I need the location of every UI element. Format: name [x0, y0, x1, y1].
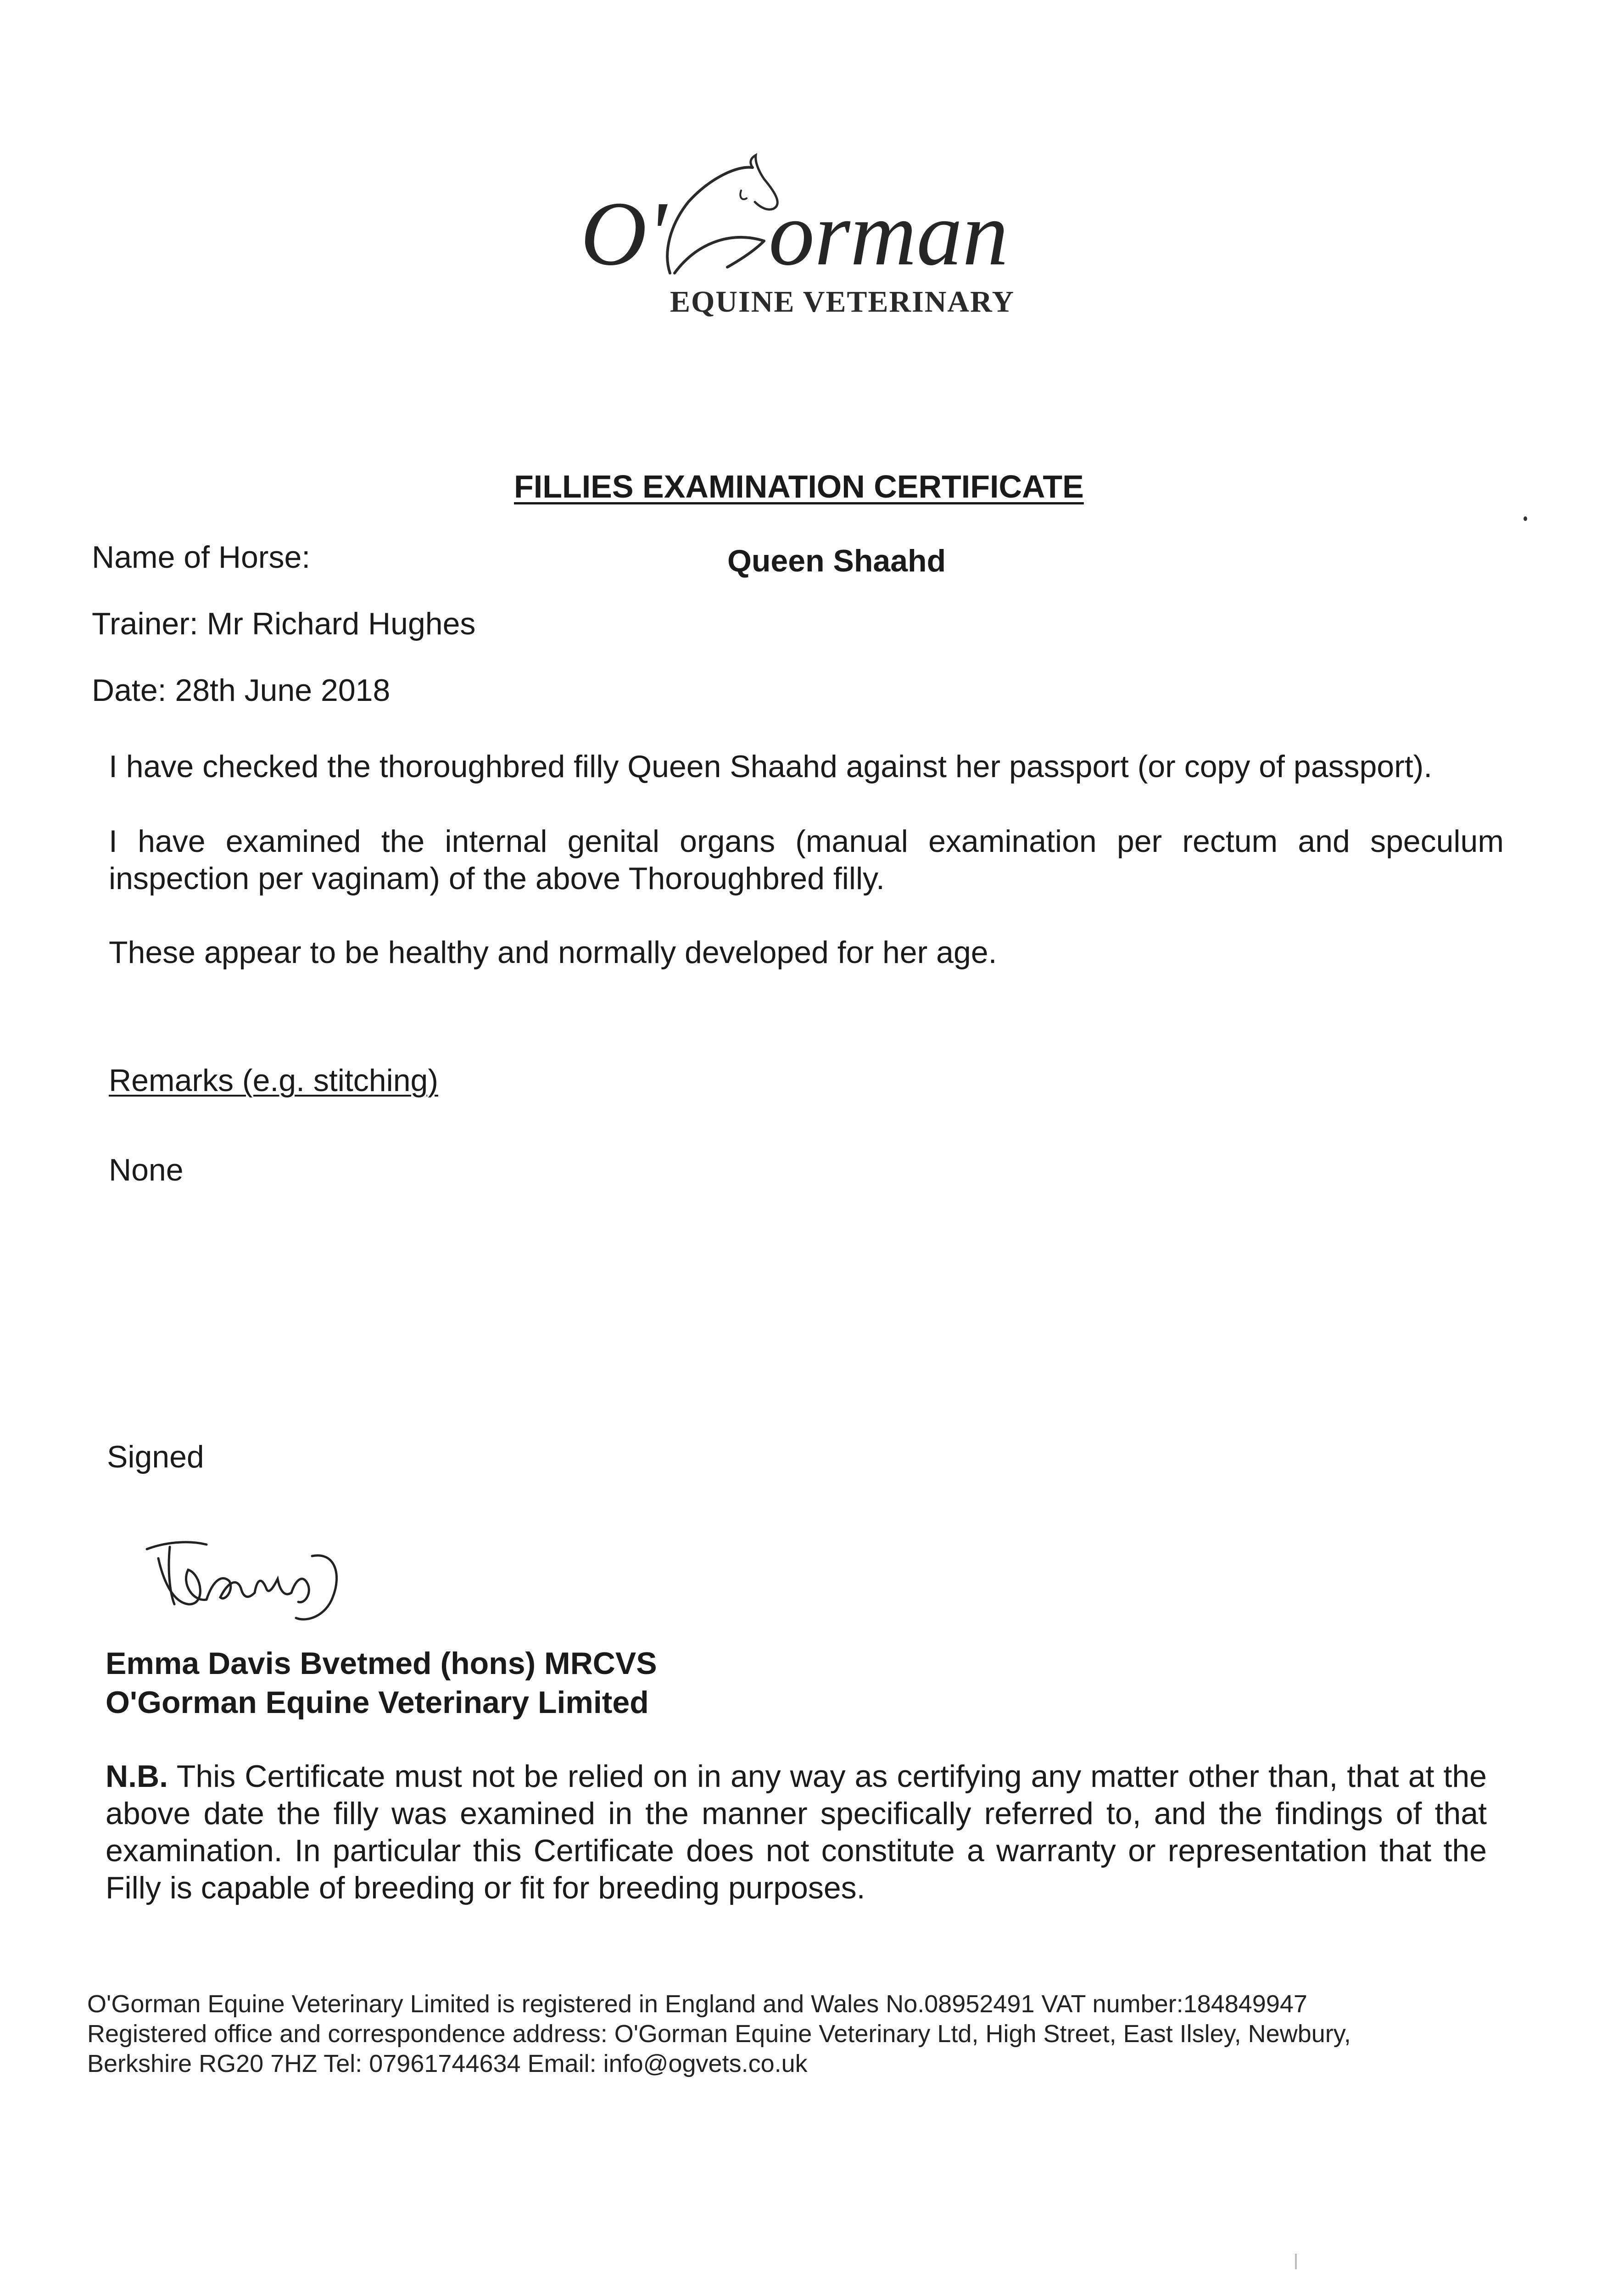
company-logo: [571, 147, 1035, 340]
scan-speck: [1524, 516, 1527, 521]
logo-subtitle: EQUINE VETERINARY: [670, 285, 1015, 319]
examination-paragraph: I have examined the internal genital organs (manual examination per rectum and speculum inspection per vaginam) of the above Thoroughbred filly.: [109, 824, 1504, 896]
horse-name-value: Queen Shaahd: [727, 543, 946, 578]
logo-name: orman: [769, 183, 1009, 285]
remarks-label: Remarks (e.g. stitching): [109, 1063, 438, 1098]
date-line: Date: 28th June 2018: [92, 673, 391, 708]
footer-address: Registered office and correspondence address: O'Gorman Equine Veterinary Ltd, High Street, East Ilsley, Newbury,: [87, 2020, 1351, 2048]
passport-check-paragraph: I have checked the thoroughbred filly Queen Shaahd against her passport (or copy of passport).: [109, 749, 1433, 784]
scan-artifact: [1295, 2254, 1297, 2269]
footer-contact: Berkshire RG20 7HZ Tel: 07961744634 Email: info@ogvets.co.uk: [87, 2050, 808, 2077]
trainer-line: Trainer: Mr Richard Hughes: [92, 606, 476, 641]
remarks-value: None: [109, 1153, 184, 1187]
findings-paragraph: These appear to be healthy and normally developed for her age.: [109, 935, 997, 970]
footer-registration: O'Gorman Equine Veterinary Limited is registered in England and Wales No.08952491 VAT number:184849947: [87, 1990, 1307, 2018]
horse-name-label: Name of Horse:: [92, 540, 311, 575]
signed-label: Signed: [107, 1439, 204, 1474]
certificate-title: FILLIES EXAMINATION CERTIFICATE: [514, 469, 1084, 504]
notice-text: This Certificate must not be relied on in any way as certifying any matter other than, that at the above date the filly was examined in the manner specifically referred to, and the findings of that examination. In particular this Certificate does not constitute a warranty or representation that the Filly is capable of breeding or fit for breeding purposes.: [106, 1759, 1487, 1905]
logo-prefix: O': [580, 183, 667, 285]
handwritten-signature: [138, 1524, 349, 1629]
disclaimer-notice: [106, 1758, 1487, 1907]
signer-name: Emma Davis Bvetmed (hons) MRCVS: [106, 1646, 657, 1681]
signer-organisation: O'Gorman Equine Veterinary Limited: [106, 1685, 649, 1720]
notice-label: N.B.: [106, 1759, 168, 1794]
